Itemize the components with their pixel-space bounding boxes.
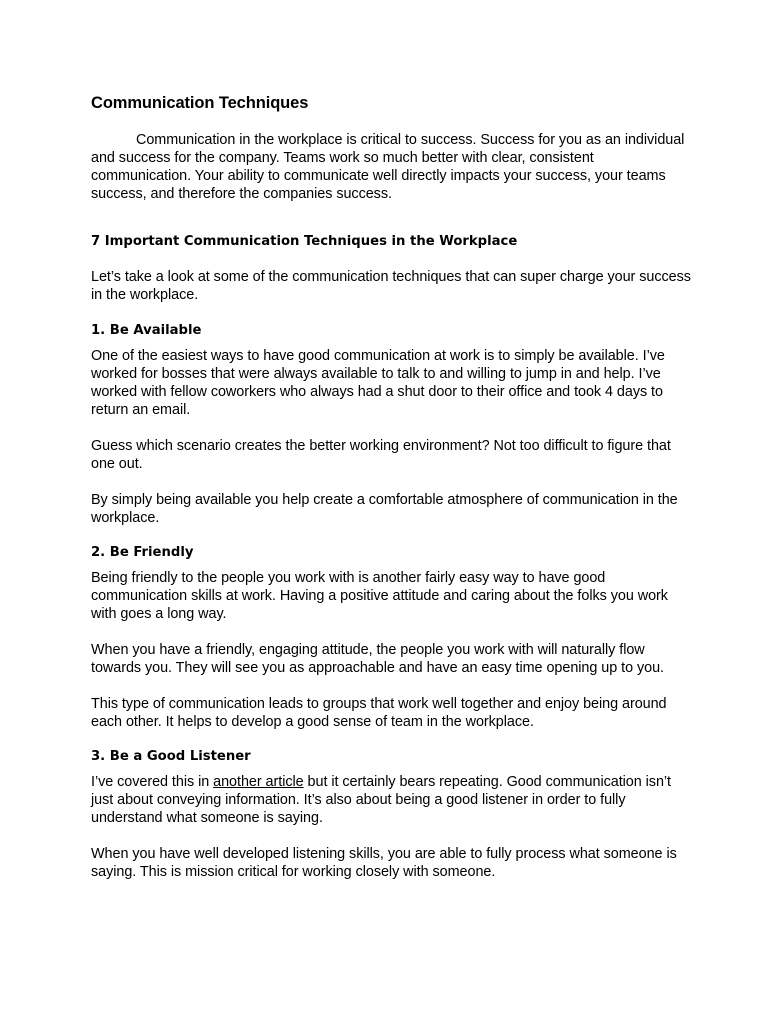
- paragraph-text: I’ve covered this in: [91, 774, 214, 790]
- paragraph: Guess which scenario creates the better working environment? Not too difficult to figure that one out.: [91, 438, 671, 472]
- paragraph: When you have well developed listening skills, you are able to fully process what someone is saying. This is mission critical for working closely with someone.: [91, 846, 677, 880]
- heading-be-a-good-listener: 3. Be a Good Listener: [91, 749, 251, 764]
- section-title: 7 Important Communication Techniques in the Workplace: [91, 234, 518, 249]
- paragraph: This type of communication leads to groups that work well together and enjoy being around each other. It helps to develop a good sense of team in the workplace.: [91, 696, 667, 730]
- intro-paragraph: Communication in the workplace is critical to success. Success for you as an individual and success for the company. Teams work so much better with clear, consistent communication. Your ability to communicate well directly impacts your success, your teams success, and therefore the companies success.: [91, 132, 685, 202]
- another-article-link[interactable]: another article: [213, 774, 304, 790]
- heading-be-available: 1. Be Available: [91, 323, 202, 338]
- paragraph-text: but it certainly bears repeating. Good communication isn’t just about conveying information. It’s also about being a good listener in order to fully understand what someone is saying.: [91, 774, 671, 826]
- paragraph: [91, 773, 691, 827]
- paragraph: One of the easiest ways to have good communication at work is to simply be available. I’ve worked for bosses that were always available to talk to and willing to jump in and help. I’ve worked with fellow coworkers who always had a shut door to their office and took 4 days to return an email.: [91, 348, 665, 418]
- paragraph: When you have a friendly, engaging attitude, the people you work with will naturally flow towards you. They will see you as approachable and have an easy time opening up to you.: [91, 642, 664, 676]
- document-page: [91, 92, 691, 899]
- heading-be-friendly: 2. Be Friendly: [91, 545, 194, 560]
- paragraph: Being friendly to the people you work with is another fairly easy way to have good communication skills at work. Having a positive attitude and caring about the folks you work with goes a long way.: [91, 570, 668, 622]
- paragraph: By simply being available you help create a comfortable atmosphere of communication in the workplace.: [91, 492, 678, 526]
- lead-paragraph: Let’s take a look at some of the communication techniques that can super charge your success in the workplace.: [91, 269, 691, 303]
- document-title: Communication Techniques: [91, 94, 309, 112]
